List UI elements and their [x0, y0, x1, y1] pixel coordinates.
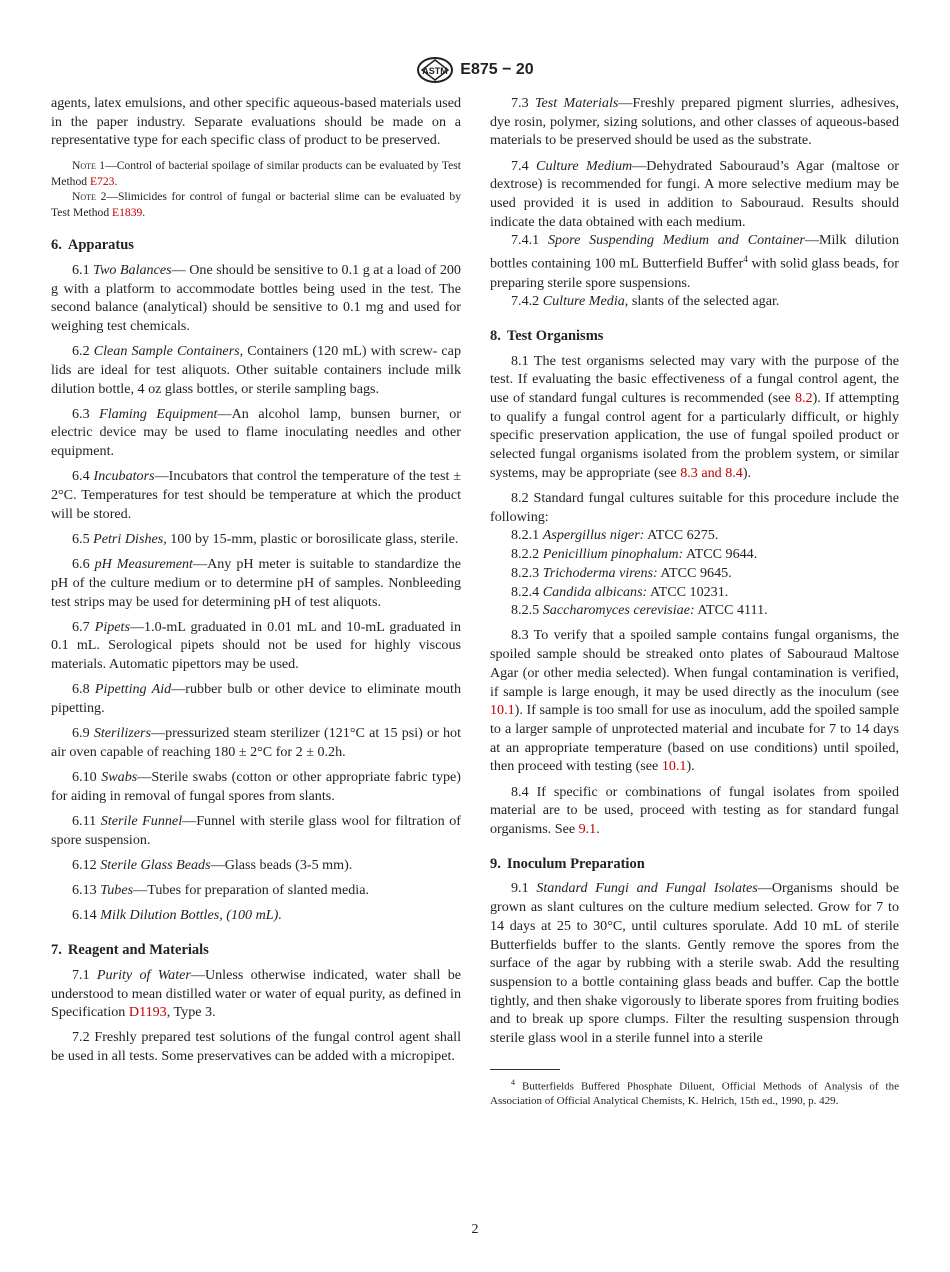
- ref-e723-link[interactable]: E723: [89, 174, 115, 188]
- para-6-10: 6.10 Swabs—Sterile swabs (cotton or other appropriate fabric type) for aiding in removal of fungal spores from slants.: [51, 769, 461, 804]
- section-9-heading: 9. Inoculum Preparation: [490, 855, 645, 872]
- para-7-4-1: 7.4.1 Spore Suspending Medium and Container—Milk dilution bottles containing 100 mL Butterfield Buffer$^4$ with solid glass beads, for preparing sterile spore suspensions.: [490, 232, 899, 291]
- para-8-1: 8.1 The test organisms selected may vary with the purpose of the test. If evaluating the basic effectiveness of a fungal control agent, the use of standard fungal cultures is recommended (see 8.2). If attempting to qualify a fungal control agent for a particularly difficult, or highly specific preservation application, the use of fungal spoiled product or selected fungal organisms isolated from the problem system, or similar systems, may be appropriate (see 8.3 and 8.4).: [490, 352, 899, 481]
- para-6-3: 6.3 Flaming Equipment—An alcohol lamp, bunsen burner, or electric device may be used to flame inoculating needles and other equipment.: [51, 405, 461, 460]
- para-6-13: 6.13 Tubes—Tubes for preparation of slanted media.: [72, 882, 369, 899]
- culture-item: 8.2.2 Penicillium pinophalum: ATCC 9644.: [511, 546, 758, 563]
- note-2: Note 2—Slimicides for control of fungal or bacterial slime can be evaluated by Test Method E1839.: [51, 190, 461, 219]
- ref-9-1-link[interactable]: 9.1: [578, 821, 597, 837]
- para-8-3: 8.3 To verify that a spoiled sample contains fungal organisms, the spoiled sample should be streaked onto plates of Sabouraud Maltose Agar (or other media selected). When fungal contamination is verified, if sample is large enough, it may be used directly as the inoculum (see 10.1). If sample is too small for use as inoculum, add the spoiled sample to a larger sample of unprotected material and incubate for 7 to 14 days at an appropriate temperature (based on use conditions) until spoiled, then proceed with testing (see 10.1).: [490, 627, 900, 775]
- para-6-4: 6.4 Incubators—Incubators that control the temperature of the test ± 2°C. Temperatures for test should be temperature at which the product will be stored.: [51, 468, 461, 522]
- ref-8-2-link[interactable]: 8.2: [794, 390, 813, 407]
- para-6-14: 6.14 Milk Dilution Bottles, (100 mL).: [72, 907, 282, 924]
- para-6-12: 6.12 Sterile Glass Beads—Glass beads (3-5 mm).: [72, 857, 353, 873]
- para-6-1: 6.1 Two Balances— One should be sensitive to 0.1 g at a load of 200 g with a platform to accommodate bottles being used in the test. The second balance (analytical) should be sensitive to 0.1 mg and used for weighing test chemicals.: [51, 261, 461, 334]
- para-6-9: 6.9 Sterilizers—pressurized steam sterilizer (121°C at 15 psi) or hot air oven capable of reaching 180 ± 2°C for 2 ± 0.2h.: [51, 725, 461, 760]
- notes: [51, 158, 461, 220]
- para-7-2: 7.2 Freshly prepared test solutions of the fungal control agent shall be used in all tests. Some preservatives can be added with a micropipet.: [51, 1029, 461, 1065]
- ref-e1839-link[interactable]: E1839: [112, 205, 143, 219]
- left-column: [51, 94, 461, 1066]
- para-7-3: 7.3 Test Materials—Freshly prepared pigment slurries, adhesives, dye rosin, polymer, sizing solutions, and other classes of aqueous-based materials to be preserved should be used as the substrate.: [490, 95, 899, 149]
- para-6-2: 6.2 Clean Sample Containers, Containers (120 mL) with screw- cap lids are ideal for test aliquots. Other suitable containers include milk dilution bottle, 4 oz glass bottles, or sterile sampling bags.: [51, 343, 461, 397]
- ref-d1193-link[interactable]: D1193: [128, 1004, 167, 1021]
- para-6-6: 6.6 pH Measurement—Any pH meter is suitable to standardize the pH of the culture medium or to determine pH of samples. Nonbleeding test strips may be used for determining pH of test aliquots.: [51, 556, 461, 610]
- document-id: E875 − 20: [460, 61, 534, 78]
- page-number: 2: [471, 1222, 479, 1237]
- footnote-4-marker[interactable]: 4: [743, 254, 748, 265]
- culture-item: 8.2.5 Saccharomyces cerevisiae: ATCC 4111.: [511, 602, 768, 619]
- page-header: [0, 57, 950, 83]
- footnote-divider: [490, 1069, 560, 1070]
- para-7-1: 7.1 Purity of Water—Unless otherwise indicated, water shall be understood to mean distilled water or water of equal purity, as defined in Specification D1193, Type 3.: [51, 966, 461, 1021]
- culture-item: 8.2.1 Aspergillus niger: ATCC 6275.: [511, 527, 719, 544]
- para-8-4: 8.4 If specific or combinations of fungal isolates from spoiled material are to be used, proceed with testing as for standard fungal organisms. See 9.1.: [490, 783, 899, 837]
- section-8-heading: 8. Test Organisms: [490, 327, 604, 344]
- para-9-1: 9.1 Standard Fungi and Fungal Isolates—Organisms should be grown as slant cultures on the culture medium selected. Grow for 7 to 14 days at 25 to 30°C, until cultures sporulate. Add 10 mL of sterile Butterfields buffer to the slants. Gently remove the spores from the surface of the agar by rubbing with a sterile swab. Add the resulting suspension to a bottle containing glass beads and buffer. Cap the bottle tightly, and then shake vigorously to liberate spores from fruiting bodies and to break up spore clumps. Filter the resulting suspension through sterile glass wool in a sterile funnel into a sterile: [490, 880, 899, 1047]
- para-7-4-2: 7.4.2 Culture Media, slants of the selected agar.: [511, 293, 780, 310]
- right-column: [490, 94, 899, 1109]
- section-6-heading: 6. Apparatus: [51, 237, 134, 254]
- para-6-11: 6.11 Sterile Funnel—Funnel with sterile glass wool for filtration of spore suspension.: [51, 813, 462, 848]
- culture-item: 8.2.3 Trichoderma virens: ATCC 9645.: [511, 564, 732, 581]
- section-7-heading: 7. Reagent and Materials: [51, 942, 209, 959]
- intro-paragraph: agents, latex emulsions, and other specific aqueous-based materials used in the paper industry. Separate evaluations should be made on a representative type for each specific class of product to be preserved.: [51, 95, 461, 149]
- para-7-4: 7.4 Culture Medium—Dehydrated Sabouraud’s Agar (maltose or dextrose) is recommended for fungi. A more selective medium may be used provided it is used in addition to Sabouraud. Results should indicate the data obtained with each medium.: [490, 157, 900, 230]
- ref-10-1-link[interactable]: 10.1: [661, 758, 687, 775]
- para-6-5: 6.5 Petri Dishes, 100 by 15-mm, plastic or borosilicate glass, sterile.: [72, 530, 459, 547]
- para-6-8: 6.8 Pipetting Aid—rubber bulb or other device to eliminate mouth pipetting.: [51, 681, 462, 717]
- para-8-2: 8.2 Standard fungal cultures suitable for this procedure include the following:: [490, 490, 899, 525]
- ref-8-3-8-4-link[interactable]: 8.3 and 8.4: [680, 464, 743, 481]
- astm-logo-icon: [416, 57, 454, 83]
- culture-item: 8.2.4 Candida albicans: ATCC 10231.: [511, 583, 729, 600]
- note-1: Note 1—Control of bacterial spoilage of similar products can be evaluated by Test Method E723.: [51, 159, 461, 188]
- ref-10-1-link[interactable]: 10.1: [490, 702, 515, 719]
- para-6-7: 6.7 Pipets—1.0-mL graduated in 0.01 mL and 10-mL graduated in 0.1 mL. Serological pipets should not be used for highly viscous materials. Automatic pipettors may be used.: [51, 618, 461, 673]
- footnote-4: $^4$ Butterfields Buffered Phosphate Diluent, Official Methods of Analysis of the Association of Official Analytical Chemists, K. Helrich, 15th ed., 1990, p. 429.: [490, 1077, 899, 1107]
- svg-text:ASTM: ASTM: [422, 66, 449, 76]
